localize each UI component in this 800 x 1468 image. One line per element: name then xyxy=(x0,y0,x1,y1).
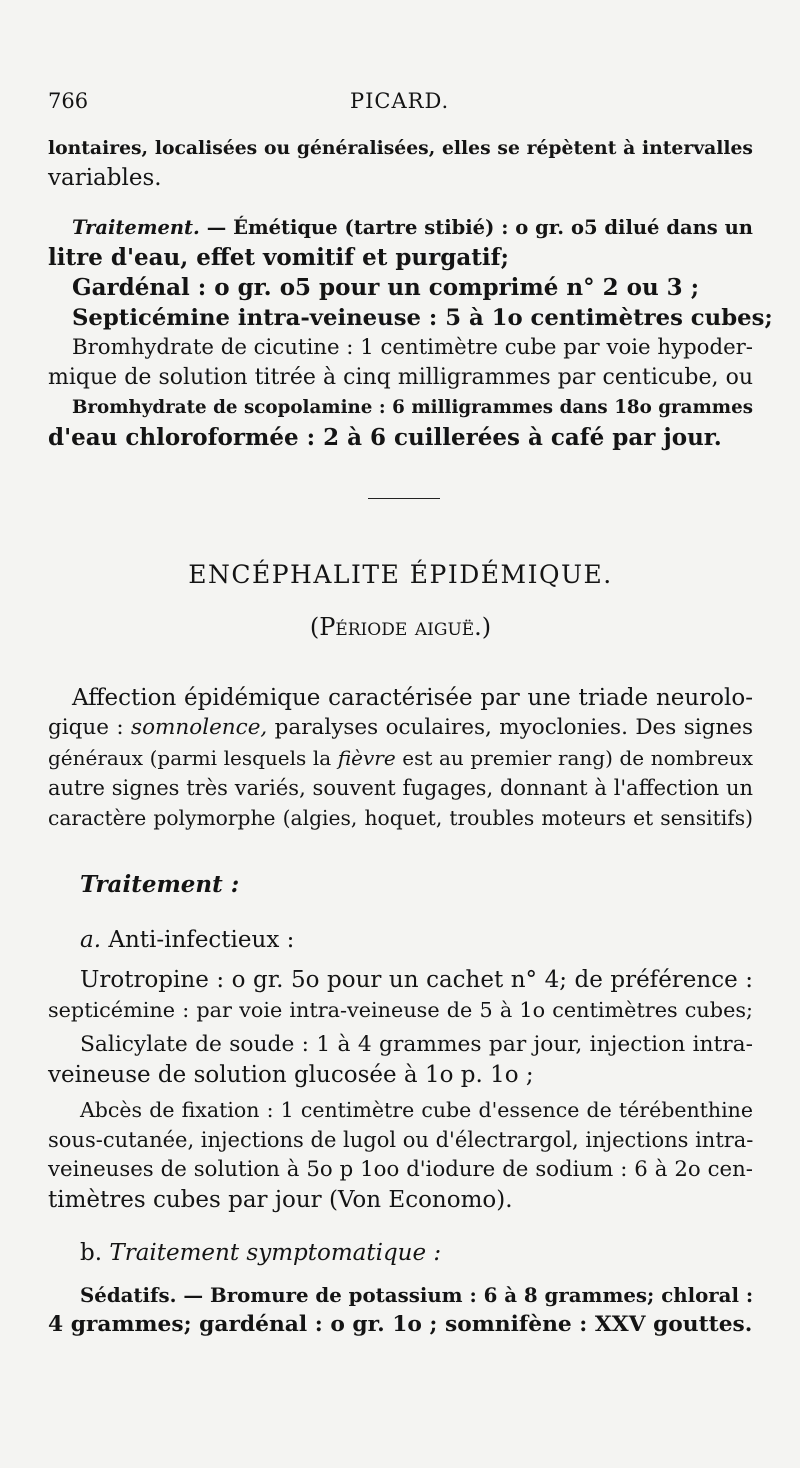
text-line xyxy=(48,743,753,773)
subsection-heading xyxy=(80,1238,785,1268)
text-span: généraux (parmi lesquels la xyxy=(48,746,338,770)
text-span: Anti-infectieux : xyxy=(101,927,295,953)
text-line: Affection épidémique caractérisée par une triade neurolo- xyxy=(72,685,753,711)
text-line: timètres cubes par jour (Von Economo). xyxy=(48,1187,513,1213)
treatment-paragraph xyxy=(72,213,753,243)
section-divider xyxy=(368,498,440,499)
subsection-title: Traitement symptomatique : xyxy=(102,1240,442,1266)
list-letter: b. xyxy=(80,1240,103,1266)
section-subtitle: (Période aiguë.) xyxy=(309,613,492,641)
text-line: autre signes très variés, souvent fugages, donnant à l'affection un xyxy=(48,776,753,800)
page-number: 766 xyxy=(48,89,89,113)
treatment-label: Traitement. xyxy=(72,216,200,239)
text-line: Abcès de fixation : 1 centimètre cube d'essence de térébenthine xyxy=(80,1098,753,1122)
text-span: — Émétique (tartre stibié) : o gr. o5 dilué dans un xyxy=(199,216,753,239)
text-line: sous-cutanée, injections de lugol ou d'électrargol, injections intra- xyxy=(48,1128,754,1152)
list-letter: a. xyxy=(80,927,102,953)
text-line: variables. xyxy=(48,165,162,191)
text-line: Bromhydrate de scopolamine : 6 milligrammes dans 18o grammes xyxy=(72,397,753,418)
text-span: est au premier rang) de nombreux xyxy=(395,746,753,770)
text-span: paralyses oculaires, myoclonies. Des signes xyxy=(267,715,753,740)
text-span: gique : xyxy=(48,715,132,740)
text-line: Sédatifs. — Bromure de potassium : 6 à 8 grammes; chloral : xyxy=(80,1283,754,1307)
text-line: septicémine : par voie intra-veineuse de 5 à 1o centimètres cubes; xyxy=(48,998,753,1022)
text-line: d'eau chloroformée : 2 à 6 cuillerées à café par jour. xyxy=(48,424,722,451)
text-line: litre d'eau, effet vomitif et purgatif; xyxy=(48,244,509,271)
text-line: Bromhydrate de cicutine : 1 centimètre cube par voie hypoder- xyxy=(72,335,753,360)
subsection-heading xyxy=(80,925,785,955)
section-title: ENCÉPHALITE ÉPIDÉMIQUE. xyxy=(188,560,613,589)
treatment-heading: Traitement : xyxy=(80,871,240,898)
text-line: mique de solution titrée à cinq milligrammes par centicube, ou xyxy=(48,365,753,390)
text-line: caractère polymorphe (algies, hoquet, troubles moteurs et sensitifs) xyxy=(48,806,753,830)
emphasis: somnolence, xyxy=(131,715,268,740)
text-line: veineuse de solution glucosée à 1o p. 1o ; xyxy=(48,1062,534,1088)
text-line: Septicémine intra-veineuse : 5 à 1o centimètres cubes; xyxy=(72,305,773,331)
text-line: Gardénal : o gr. o5 pour un comprimé n° 2 ou 3 ; xyxy=(72,274,700,301)
text-line: 4 grammes; gardénal : o gr. 1o ; somnifène : XXV gouttes. xyxy=(48,1312,753,1337)
text-line: veineuses de solution à 5o p 1oo d'iodure de sodium : 6 à 2o cen- xyxy=(48,1157,753,1182)
text-line xyxy=(48,713,753,743)
text-line: lontaires, localisées ou généralisées, elles se répètent à intervalles xyxy=(48,137,753,159)
emphasis: fièvre xyxy=(337,746,396,770)
text-line: Salicylate de soude : 1 à 4 grammes par jour, injection intra- xyxy=(80,1032,753,1057)
text-line: Urotropine : o gr. 5o pour un cachet n° 4; de préférence : xyxy=(80,967,753,993)
running-head: PICARD. xyxy=(350,89,450,113)
